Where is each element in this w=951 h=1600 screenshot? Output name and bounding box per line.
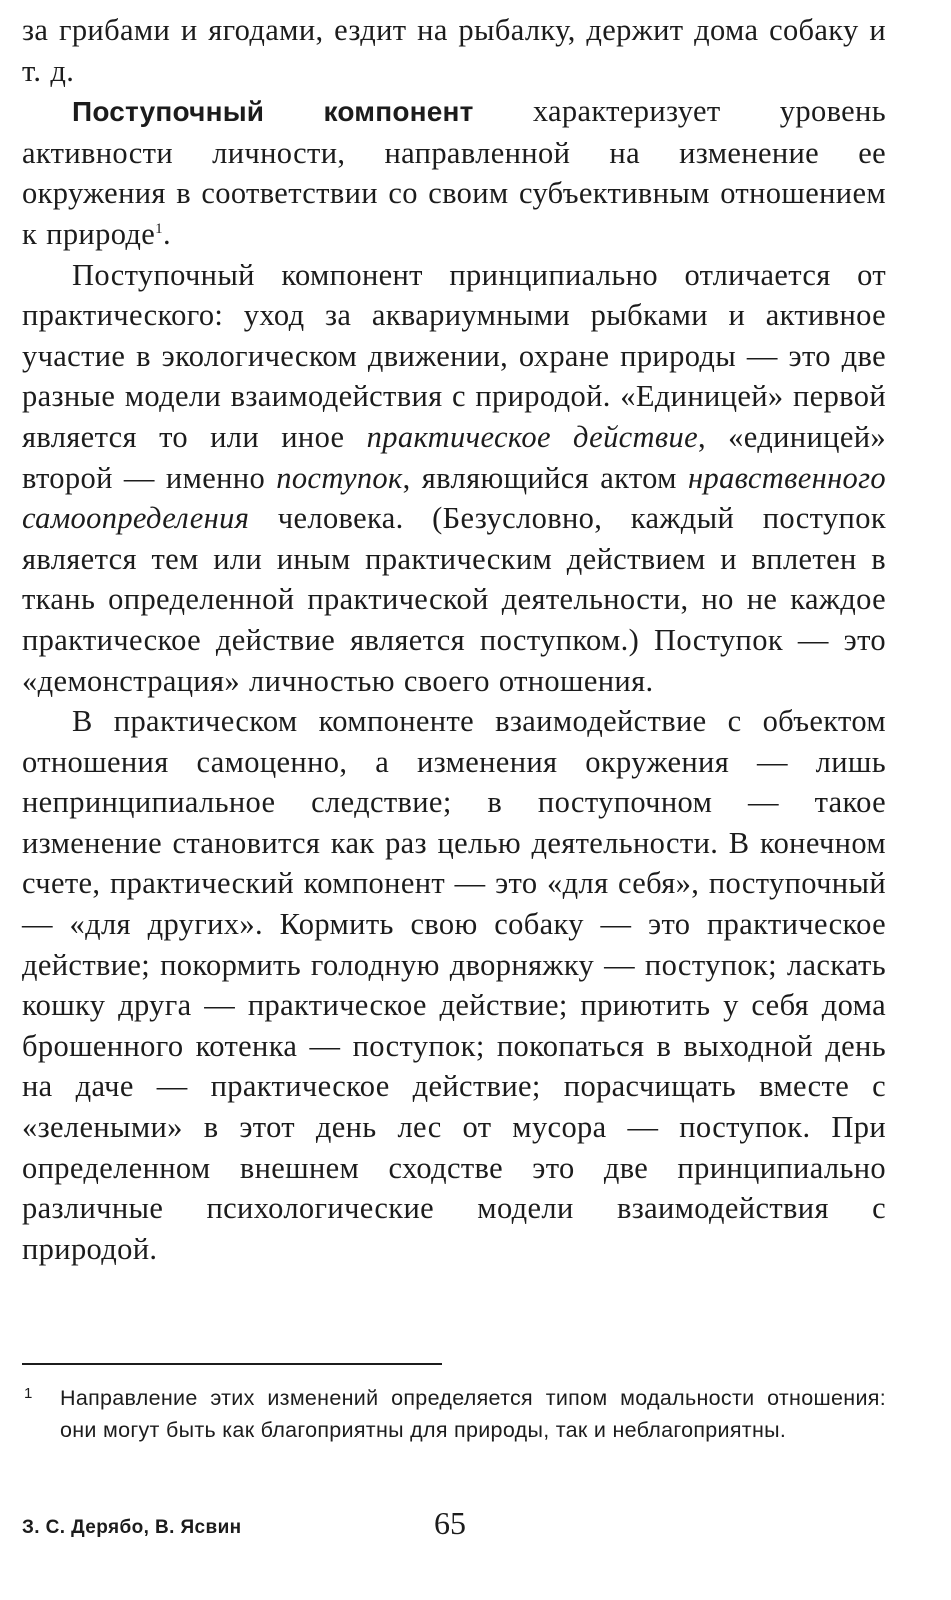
page-footer xyxy=(22,1505,886,1545)
italic-term: поступок xyxy=(276,460,403,495)
definition-text: характеризует уровень активности личности, направленной на изменение ее окружения в соответствии со своим субъективным отношением к природе xyxy=(22,94,886,251)
paragraph-comparison xyxy=(22,255,886,702)
footnote-reference[interactable]: 1 xyxy=(155,220,164,237)
text-segment: Поступочный компонент принципиально отличается от практического: уход за аквариумными рыбками и активное участие в экологическом движении, охране природы — это две разные модели взаимодействия с природой. «Единицей» первой является то или иное xyxy=(22,257,886,454)
paragraph-continuation: за грибами и ягодами, ездит на рыбалку, держит дома собаку и т. д. xyxy=(22,13,886,88)
paragraph-definition xyxy=(22,91,886,254)
text-segment: человека. (Безусловно, каждый поступок является тем или иным практическим действием и вплетен в ткань определенной практической деятельности, но не каждое практическое действие является поступком.) Поступок — это «демонстрация» личностью своего отношения. xyxy=(22,501,886,698)
text-segment: , «единицей» второй — именно xyxy=(22,419,886,495)
page-body xyxy=(22,10,886,1269)
author-line: З. С. Дерябо, В. Ясвин xyxy=(22,1517,242,1538)
bold-term: Поступочный компонент xyxy=(72,96,474,128)
italic-term: нравственного самоопределения xyxy=(22,460,887,536)
footnote xyxy=(22,1382,886,1446)
paragraph-examples: В практическом компоненте взаимодействие с объектом отношения самоценно, а изменения окружения — лишь непринципиальное следствие; в поступочном — такое изменение становится как раз целью деятельности. В конечном счете, практический компонент — это «для себя», поступочный — «для других». Кормить свою собаку — это практическое действие; покормить голодную дворняжку — поступок; ласкать кошку друга — практическое действие; приютить у себя дома брошенного котенка — поступок; покопаться в выходной день на даче — практическое действие; порасчищать вместе с «зелеными» в этот день лес от мусора — поступок. При определенном внешнем сходстве это две принципиально различные психологические модели взаимодействия с природой. xyxy=(22,704,886,1266)
footnote-mark: 1 xyxy=(24,1385,33,1402)
definition-end: . xyxy=(163,216,172,251)
italic-term: практическое действие xyxy=(366,419,699,454)
text-segment: , являющийся актом xyxy=(402,460,688,495)
footnote-text: Направление этих изменений определяется типом модальности отношения: они могут быть как благоприятны для природы, так и неблагоприятны. xyxy=(60,1386,886,1442)
page-number: 65 xyxy=(434,1505,466,1541)
footnote-divider xyxy=(22,1363,442,1365)
